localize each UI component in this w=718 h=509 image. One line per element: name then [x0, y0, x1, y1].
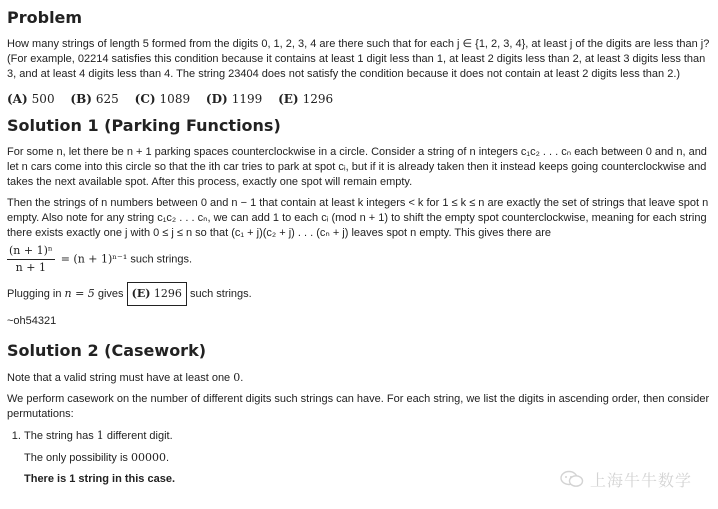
- choice-b: (B) 625: [70, 92, 119, 106]
- case1-possibility: The only possibility is 00000.: [24, 451, 170, 464]
- fraction-suffix: such strings.: [130, 253, 193, 266]
- choice-d: (D) 1199: [205, 92, 263, 106]
- case-list: [7, 428, 715, 444]
- wechat-icon: [560, 470, 584, 488]
- list-item: 1. The string has 1 different digit.: [24, 428, 715, 444]
- solution1-plugging: Plugging in n = 5 gives (E) 1296 such strings.: [7, 282, 715, 306]
- fraction-equality: = (n + 1)ⁿ⁻¹: [60, 252, 128, 266]
- solution2-heading: Solution 2 (Casework): [7, 341, 207, 360]
- fraction: $\frac{\text{(n + 1)ⁿ}}{n + 1}$: [9, 244, 53, 274]
- solution1-author: ~oh54321: [7, 315, 57, 327]
- solution1-fraction-line: [7, 243, 715, 276]
- problem-text: How many strings of length 5 formed from the digits 0, 1, 2, 3, 4 are there such that for each j ∈ {1, 2, 3, 4}, at least j of the digits are less than j? (For example, 02214 satisfies this condition because it contains at least 1 digit less than 1, at least 2 digits less than 2, at least 3 digits less than 3, and at least 4 digits less than 4. The string 23404 does not satisfy the condition because it does not contain at least 2 digits less than 2.): [7, 38, 710, 80]
- document-page: [7, 0, 715, 487]
- answer-choices: [7, 92, 715, 106]
- choice-a: (A) 500: [7, 92, 55, 106]
- watermark: [560, 466, 710, 492]
- solution2-paragraph-1: Note that a valid string must have at least one 0.: [7, 371, 244, 384]
- choice-c: (C) 1089: [134, 92, 191, 106]
- problem-heading: Problem: [7, 8, 83, 27]
- watermark-text: 上海牛牛数学: [590, 470, 693, 490]
- solution2-paragraph-2: We perform casework on the number of different digits such strings can have. For each string, we list the digits in ascending order, then consider permutations:: [7, 393, 710, 420]
- solution1-heading: Solution 1 (Parking Functions): [7, 116, 281, 135]
- choice-e: (E) 1296: [278, 92, 334, 106]
- boxed-answer: (E) 1296: [127, 282, 187, 306]
- solution1-paragraph-1: For some n, let there be n + 1 parking spaces counterclockwise in a circle. Consider a string of n integers c₁c₂ . . . cₙ each between 0 and n, and let n cars come into this circle so that the ith car tries to park at spot cᵢ, but if it is already taken then it instead keeps going counterclockwise and takes the next available spot. After this process, exactly one spot will remain empty.: [7, 146, 707, 188]
- case1-conclusion: There is 1 string in this case.: [24, 473, 175, 485]
- solution1-paragraph-2: Then the strings of n numbers between 0 and n − 1 that contain at least k integers < k for 1 ≤ k ≤ n are exactly the set of strings that leave spot n empty. Also note for any string c₁c₂ . . . cₙ, we can add 1 to each cᵢ (mod n + 1) to shift the empty spot counterclockwise, meaning for each string there exists exactly one j with 0 ≤ j ≤ n so that (c₁ + j)(c₂ + j) . . . (cₙ + j) leaves spot n empty. This gives there are: [7, 197, 709, 239]
